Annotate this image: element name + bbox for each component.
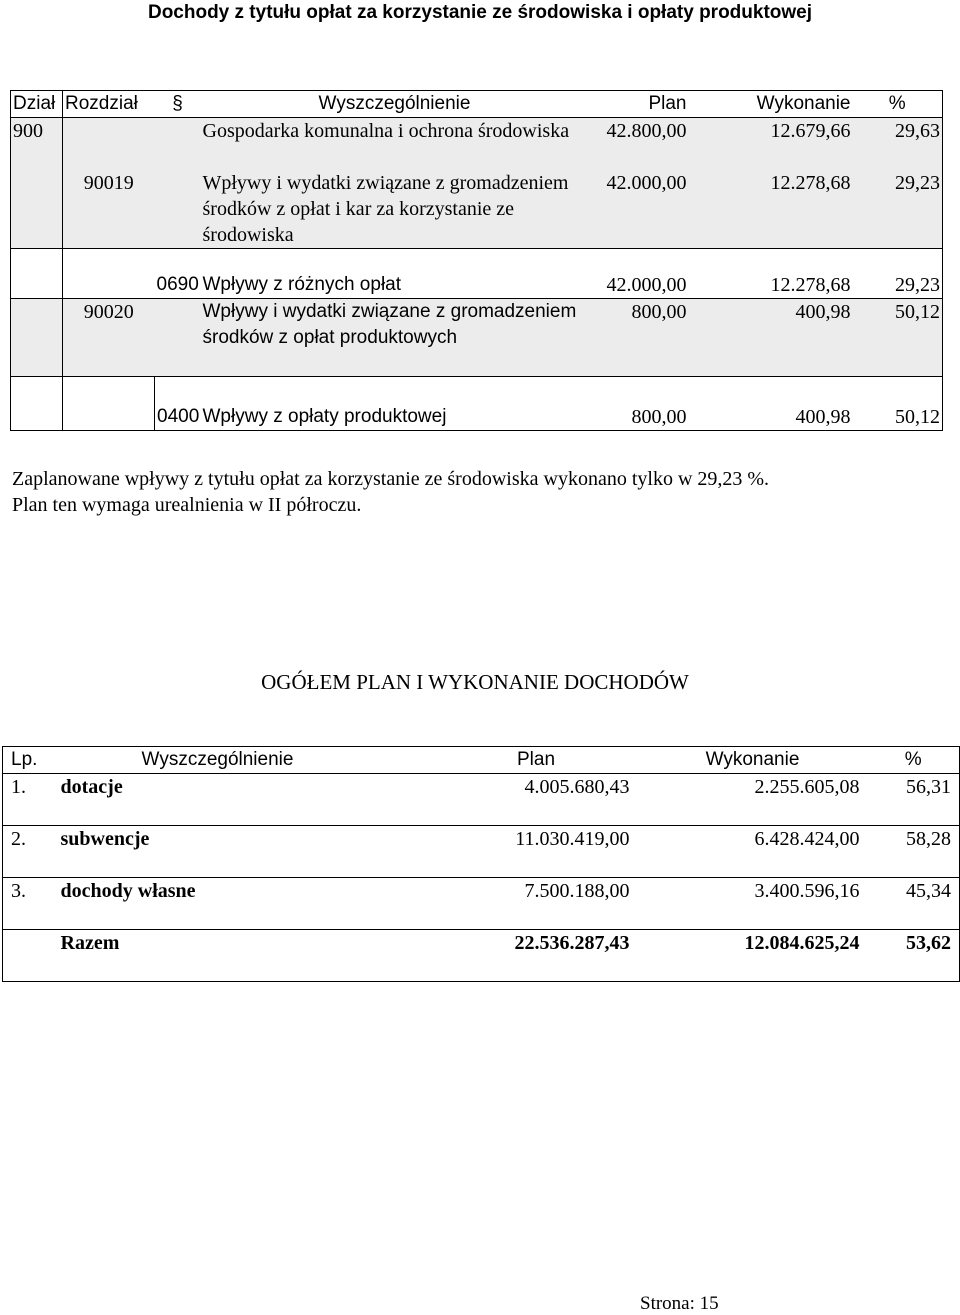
cell-description: Wpływy z różnych opłat (202, 273, 402, 295)
cell-lp: 2. (3, 826, 53, 878)
cell-percent: 29,23 (853, 170, 943, 249)
header-plan: Plan (383, 747, 638, 774)
header-percent: % (868, 747, 960, 774)
total-row (3, 930, 960, 982)
total-label: Razem (53, 930, 383, 982)
cell-plan: 42.000,00 (589, 170, 689, 249)
header-percent: % (853, 91, 943, 118)
cell-paragraph: 0690 (156, 273, 199, 295)
cell-wykonanie: 400,98 (689, 298, 853, 376)
header-paragraph: § (155, 91, 201, 118)
cell-lp: 1. (3, 774, 53, 826)
table-row (11, 248, 943, 298)
cell-percent: 58,28 (868, 826, 960, 878)
header-wykonanie: Wykonanie (689, 91, 853, 118)
cell-wykonanie: 2.255.605,08 (638, 774, 868, 826)
table-row (11, 170, 943, 249)
table-row (3, 826, 960, 878)
cell-plan: 800,00 (589, 376, 689, 430)
cell-description: Gospodarka komunalna i ochrona środowiska (201, 118, 589, 170)
cell-wykonanie: 6.428.424,00 (638, 826, 868, 878)
table-row (3, 774, 960, 826)
section-heading: OGÓŁEM PLAN I WYKONANIE DOCHODÓW (261, 670, 689, 694)
table-row (11, 118, 943, 170)
header-wykonanie: Wykonanie (638, 747, 868, 774)
page-number: Strona: 15 (640, 1293, 719, 1314)
cell-description: Wpływy i wydatki związane z gromadzeniem środków z opłat i kar za korzystanie ze środowiska (201, 170, 589, 249)
header-dzial: Dział (11, 91, 63, 118)
cell-wykonanie: 400,98 (689, 376, 853, 430)
header-description: Wyszczególnienie (201, 91, 589, 118)
income-summary-table (2, 746, 960, 982)
cell-dzial: 900 (11, 118, 63, 170)
note-line: Plan ten wymaga urealnienia w II półroczu. (12, 494, 362, 516)
header-rozdzial: Rozdział (63, 91, 155, 118)
cell-lp: 3. (3, 878, 53, 930)
cell-rozdzial: 90020 (63, 298, 155, 376)
cell-description: Wpływy z opłaty produktowej (201, 376, 589, 430)
cell-plan: 11.030.419,00 (383, 826, 638, 878)
cell-plan: 800,00 (589, 298, 689, 376)
table-row (11, 376, 943, 430)
cell-description: subwencje (53, 826, 383, 878)
cell-description: dochody własne (53, 878, 383, 930)
total-wykonanie: 12.084.625,24 (638, 930, 868, 982)
table-row (11, 298, 943, 376)
summary-note (12, 466, 769, 518)
table-row (3, 878, 960, 930)
total-percent: 53,62 (868, 930, 960, 982)
cell-plan: 42.000,00 (606, 273, 687, 296)
cell-rozdzial: 90019 (63, 170, 155, 249)
cell-percent: 29,63 (853, 118, 943, 170)
header-plan: Plan (589, 91, 689, 118)
cell-description: Wpływy i wydatki związane z gromadzeniem środków z opłat produktowych (201, 298, 589, 376)
cell-wykonanie: 12.679,66 (689, 118, 853, 170)
cell-percent: 56,31 (868, 774, 960, 826)
note-line: Zaplanowane wpływy z tytułu opłat za korzystanie ze środowiska wykonano tylko w 29,23 %. (12, 468, 770, 490)
cell-paragraph: 0400 (155, 376, 201, 430)
table-header-row (11, 91, 943, 118)
cell-percent: 29,23 (853, 248, 943, 298)
cell-wykonanie: 12.278,68 (770, 273, 851, 296)
total-plan: 22.536.287,43 (383, 930, 638, 982)
table-header-row (3, 747, 960, 774)
page-title: Dochody z tytułu opłat za korzystanie ze środowiska i opłaty produktowej (147, 2, 813, 23)
cell-percent: 50,12 (853, 376, 943, 430)
cell-plan: 4.005.680,43 (383, 774, 638, 826)
cell-percent: 45,34 (868, 878, 960, 930)
cell-plan: 42.800,00 (589, 118, 689, 170)
header-lp: Lp. (3, 747, 53, 774)
cell-wykonanie: 12.278,68 (689, 170, 853, 249)
environment-fees-table (10, 90, 943, 431)
cell-wykonanie: 3.400.596,16 (638, 878, 868, 930)
cell-percent: 50,12 (853, 298, 943, 376)
header-description: Wyszczególnienie (53, 747, 383, 774)
cell-plan: 7.500.188,00 (383, 878, 638, 930)
cell-description: dotacje (53, 774, 383, 826)
